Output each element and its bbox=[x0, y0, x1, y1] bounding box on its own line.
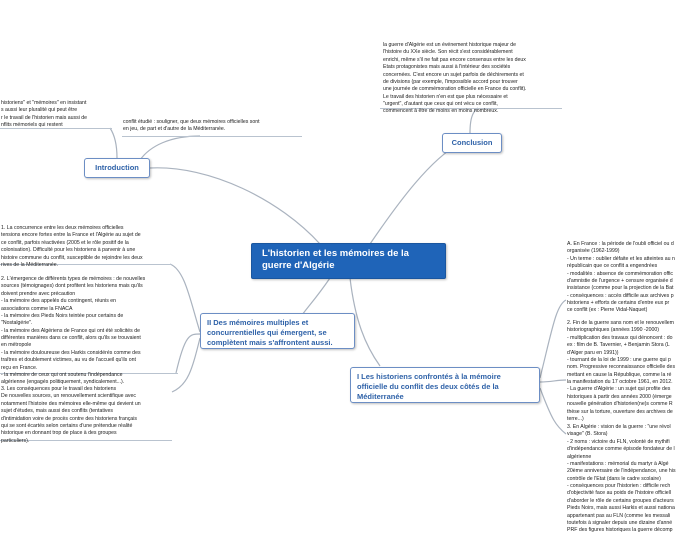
topic-part2-memoires[interactable]: II Des mémoires multiples et concurrentielles qui émergent, se complètent mais s'affrontent aussi. bbox=[200, 313, 355, 349]
connector-part1-noteA bbox=[540, 300, 566, 378]
topic-introduction[interactable]: Introduction bbox=[84, 158, 150, 178]
connector-part1-noteC bbox=[540, 388, 566, 434]
root-topic[interactable]: L'historien et les mémoires de la guerre d'Algérie bbox=[251, 243, 446, 279]
connector-root-part2 bbox=[300, 278, 330, 318]
part1-note-renouvellement: 2. Fin de la guerre sans nom et le renouvellem historiographiques (années 1990 -2000) - multiplication des travaux qui dénoncent : do ex : film de B. Tavernier, + Benjamin Stora (L d'Alger paru en 1991)) - tournant de la loi de 1999 : une guerre qui p nom. Progressive reconnaissance officielle des mettant en cause la République, comme la ré la manifestation du 17 octobre 1961, en 2012. - La guerre d'Algérie : un sujet qui profite des historiques à partir des années 2000 (émerge nouvelle génération d'historien(ne)s comme R thèse sur la torture, ouverture des archives de terre...) bbox=[567, 320, 676, 422]
part2-note-consequences: 3. Les conséquences pour le travail des historiens De nouvelles sources, un renouvellement scientifique avec notamment l'histoire des mémoires elle-même qui devient un sujet d'études, mais aussi des conflits (tentatives d'intimidation voire de procès contre des historiens français qui se sont écartés selon certains d'une prétendue réalité historique en donnant trop de place à des groupes particuliers). bbox=[1, 386, 141, 444]
connector-root-introduction bbox=[150, 168, 320, 244]
connector-intro-note-left bbox=[110, 128, 117, 158]
conclusion-note: la guerre d'Algérie est un événement historique majeur de l'histoire du XXe siècle. Son récit s'est considérablement enrichi, même s'il ne fait pas encore consensus entre les deux Etats protagonistes mais aussi à l'intérieur des sociétés concernées. C'est encore un sujet parfois de déchirements et de divisions (par exemple, l'impossible accord pour trouver une journée de commémoration officielle en France du conflit). Le travail des historien n'en est que plus nécessaire et "urgent", d'autant que ceux qui ont vécu ce conflit, commencent à être de moins en moins nombreux. bbox=[383, 42, 527, 115]
intro-note-left: historiens" et "mémoires" en insistant s aussi leur pluralité qui peut être r le travail de l'historien mais aussi de nflits mémoriels qui restent bbox=[1, 100, 88, 129]
connector-intro-note-right bbox=[140, 136, 200, 160]
topic-conclusion[interactable]: Conclusion bbox=[442, 133, 502, 153]
part1-note-france-oubli: A. En France : la période de l'oubli officiel ou d organisée (1962-1999) - Un terme : oublier défaite et les atteintes au n républicain que ce conflit a engendrées - modalités : absence de commémoration offic d'amnistie de l'urgence + censure organisée d insistance (comme pour la projection de la Bat - conséquences : accès difficile aux archives p historiens + efforts de certains d'entre eux pr ce conflit (ex : Pierre Vidal-Naquet) bbox=[567, 241, 675, 314]
topic-part1-historiens[interactable]: I Les historiens confrontés à la mémoire officielle du conflit des deux côtés de la Méditerranée bbox=[350, 367, 540, 403]
connector-root-conclusion bbox=[370, 143, 460, 244]
part1-note-algerie: 3. En Algérie : vision de la guerre : "une révol visage" (B. Stora) - 2 noms : victoire du FLN, volonté de mythifi d'indépendance comme épisode fondateur de l algérienne - manifestations : mémorial du martyr à Algé 20ème anniversaire de l'indépendance, une his contrôle de l'Etat (dans le cadre scolaire) - conséquences pour l'historien : difficile rech d'objectivité face au poids de l'histoire officiell d'aborder le rôle de certains groupes d'acteurs Pieds Noirs, mais aussi Harkis et aussi nationa appartenant pas au FLN (comme les messali toutefois à signaler depuis une dizaine d'anné PRF des figures historiques la guerre décomp bbox=[567, 424, 676, 534]
connector-part1-noteB bbox=[540, 380, 566, 382]
part2-note-emergence: 2. L'émergence de différents types de mémoires : de nouvelles sources (témoignages) dont profitent les historiens mais qu'ils doivent prendre avec précaution - la mémoire des appelés du contingent, réunis en associations comme la FNACA - la mémoire des Pieds Noirs teintée pour certains de "Nostalgérie". - la mémoire des Algériens de France qui ont été solicités de différentes manières dans ce conflit, alors qu'ils se trouvaient en métropole - la mémoire douloureuse des Harkis considérés comme des traîtres et doublement victimes, au vu de l'accueil qu'ils ont reçu en France. - la mémoire de ceux qui ont soutenu l'indépendance algérienne (engagés politiquement, syndicalement...). bbox=[1, 276, 146, 386]
intro-note-right: conflit étudié : souligner, que deux mémoires officielles sont en jeu, de part et d'autre de la Méditerranée. bbox=[123, 119, 260, 133]
part2-note-concurrence: 1. La concurrence entre les deux mémoires officielles tensions encore fortes entre la France et l'Algérie au sujet de ce conflit, parfois réactivées (2005 et le rôle positif de la colonisation). Difficulté pour les historiens à parvenir à une histoire commune du conflit, susceptible de rejoindre les deux rives de la Méditerranée. bbox=[1, 225, 143, 268]
